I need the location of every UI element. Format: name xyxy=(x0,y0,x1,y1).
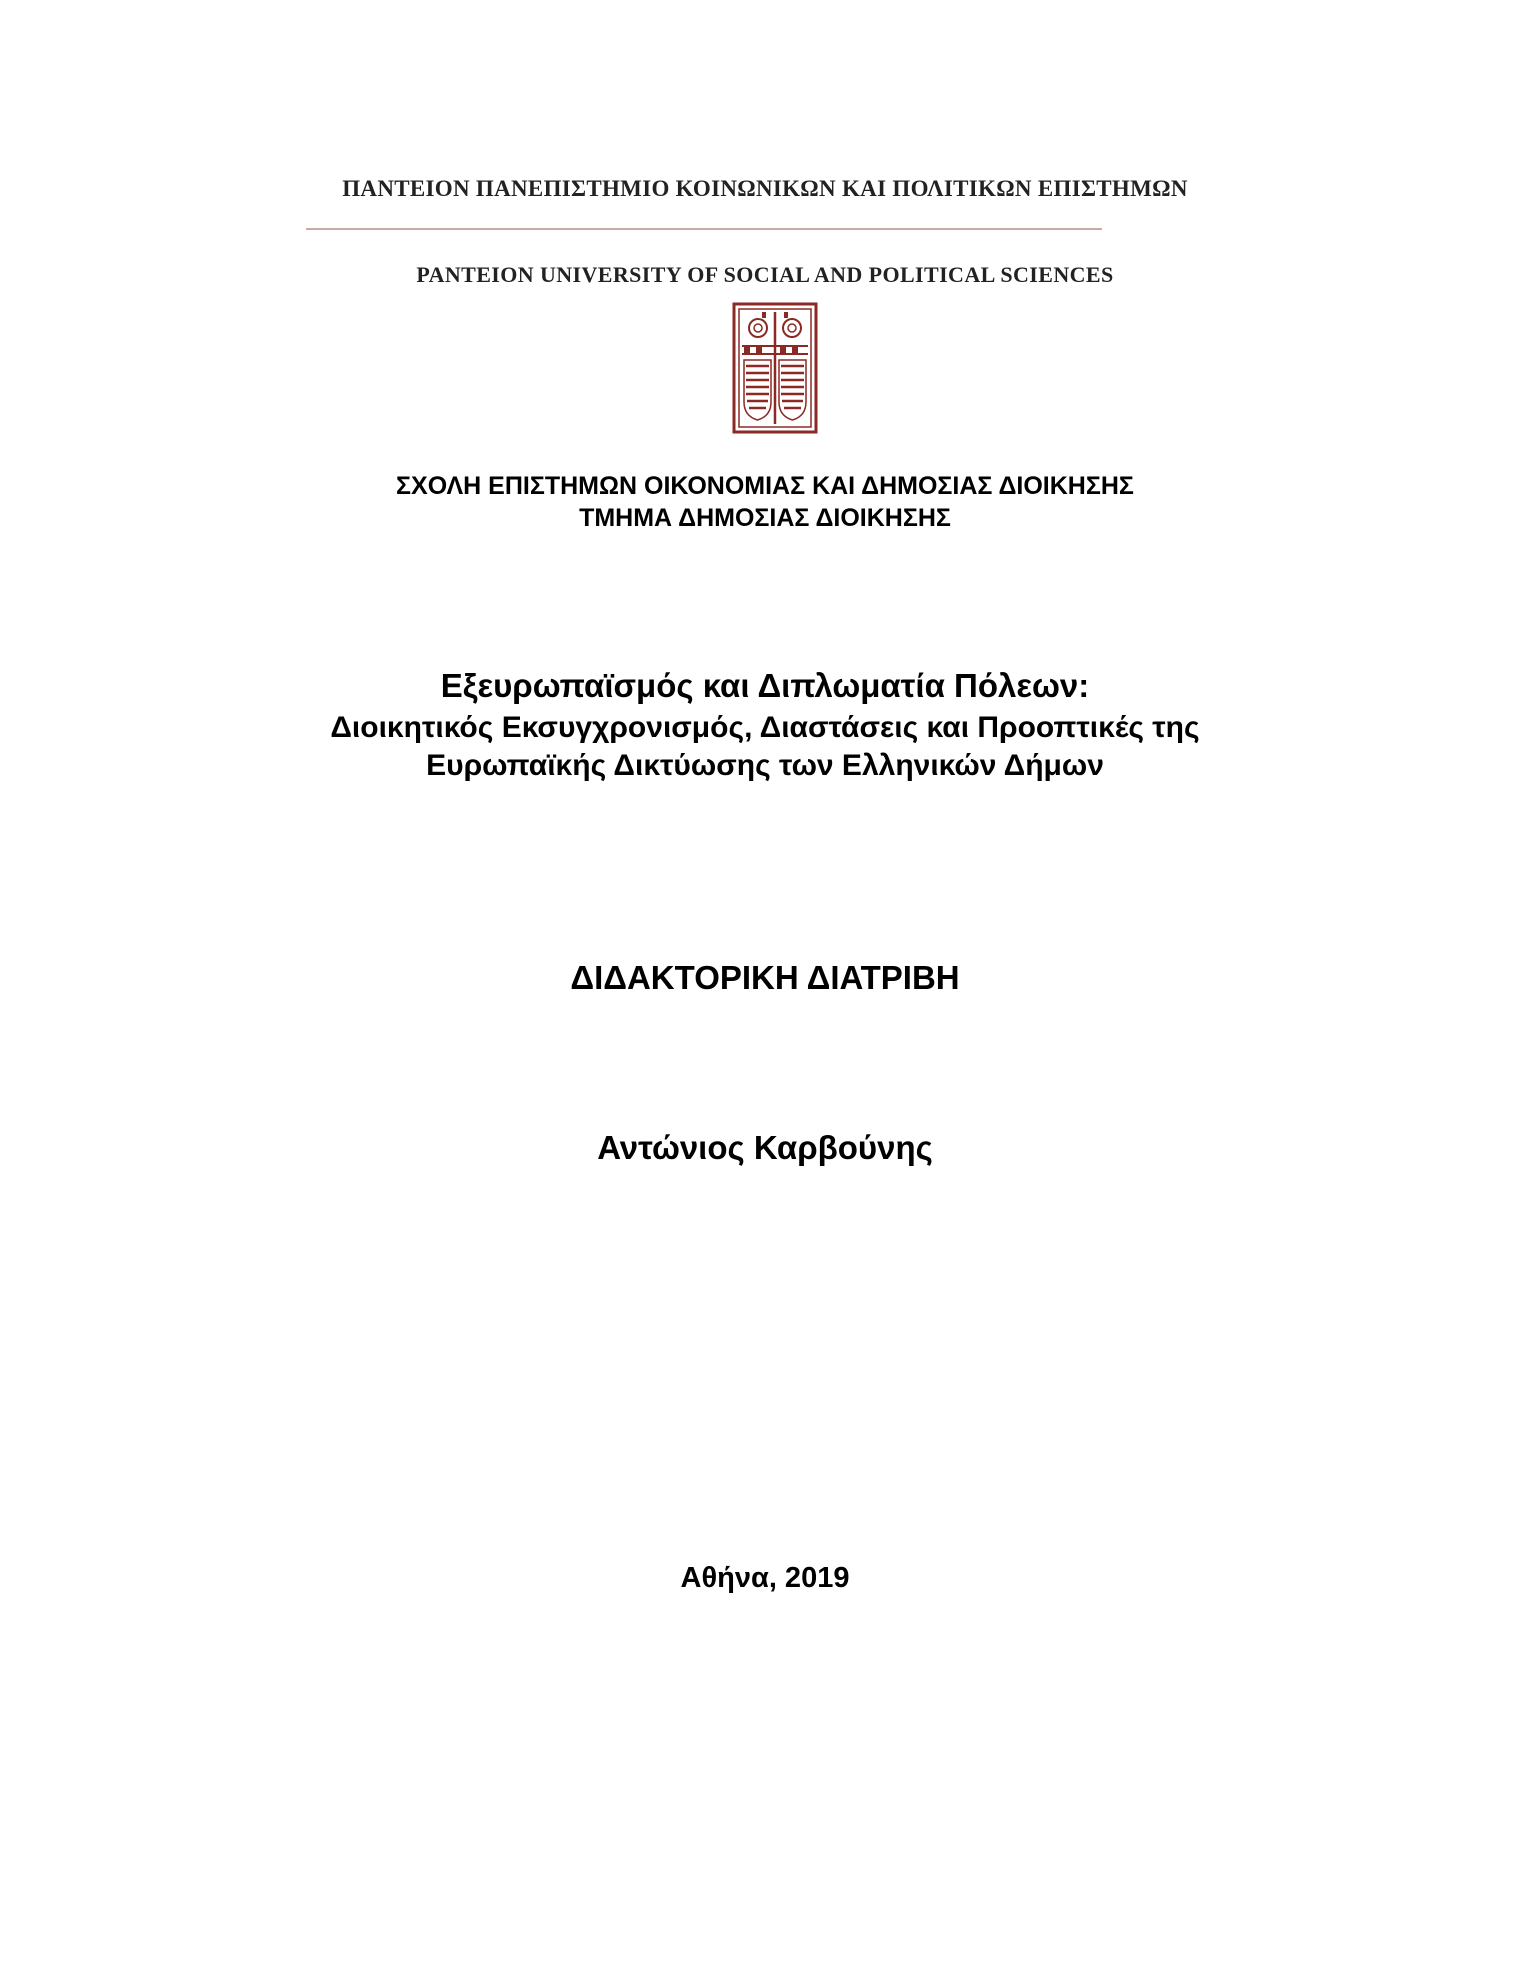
author-name: Αντώνιος Καρβούνης xyxy=(597,1129,933,1166)
document-type: ΔΙΔΑΚΤΟΡΙΚΗ ΔΙΑΤΡΙΒΗ xyxy=(570,959,960,996)
header-divider xyxy=(306,228,1102,230)
university-name-english: PANTEION UNIVERSITY OF SOCIAL AND POLITICAL SCIENCES xyxy=(416,262,1114,287)
thesis-subtitle-line-2: Ευρωπαϊκής Δικτύωσης των Ελληνικών Δήμων xyxy=(426,749,1104,782)
place-and-date: Αθήνα, 2019 xyxy=(680,1562,850,1594)
university-name-greek: ΠΑΝΤΕΙΟΝ ΠΑΝΕΠΙΣΤΗΜΙΟ ΚΟΙΝΩΝΙΚΩΝ ΚΑΙ ΠΟΛΙΤΙΚΩΝ ΕΠΙΣΤΗΜΩΝ xyxy=(342,176,1188,201)
department-name: ΤΜΗΜΑ ΔΗΜΟΣΙΑΣ ΔΙΟΙΚΗΣΗΣ xyxy=(579,504,951,532)
thesis-subtitle-line-1: Διοικητικός Εκσυγχρονισμός, Διαστάσεις και Προοπτικές της xyxy=(330,711,1200,744)
thesis-title xyxy=(0,665,1530,707)
university-crest-icon xyxy=(732,302,818,434)
school-name: ΣΧΟΛΗ ΕΠΙΣΤΗΜΩΝ ΟΙΚΟΝΟΜΙΑΣ ΚΑΙ ΔΗΜΟΣΙΑΣ ΔΙΟΙΚΗΣΗΣ xyxy=(396,472,1134,500)
thesis-title-text: Εξευρωπαϊσμός και Διπλωματία Πόλεων: xyxy=(440,667,1090,704)
